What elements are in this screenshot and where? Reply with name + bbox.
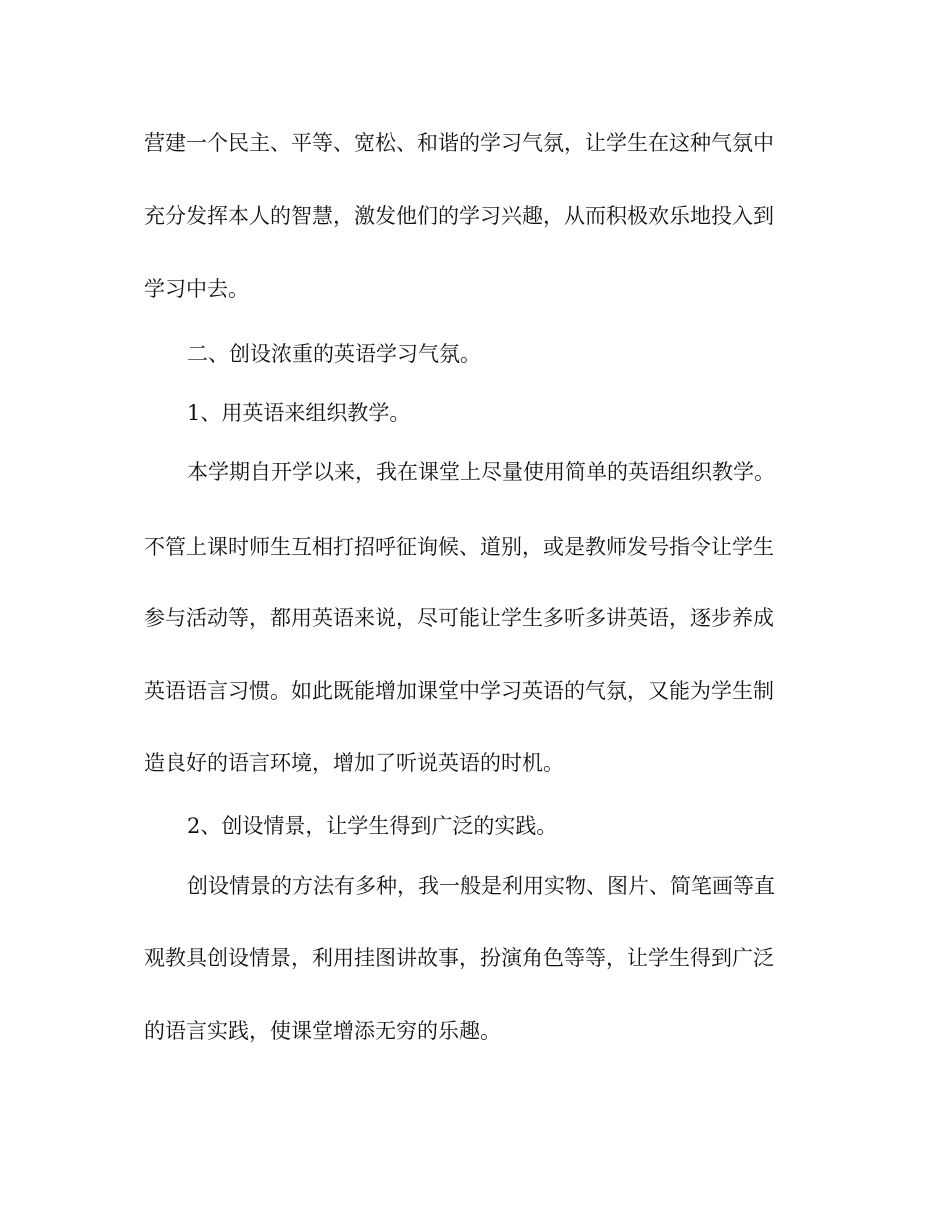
subsection-heading: 1、用英语来组织教学。 (187, 401, 411, 425)
paragraph-line: 本学期自开学以来，我在课堂上尽量使用简单的英语组织教学。 (187, 460, 775, 484)
subsection-heading: 2、创设情景，让学生得到广泛的实践。 (187, 814, 558, 838)
paragraph-line: 创设情景的方法有多种，我一般是利用实物、图片、简笔画等直 (187, 874, 775, 898)
paragraph-line: 参与活动等，都用英语来说，尽可能让学生多听多讲英语，逐步养成 (144, 606, 774, 630)
paragraph-line: 造良好的语言环境，增加了听说英语的时机。 (144, 751, 564, 775)
paragraph-line: 英语语言习惯。如此既能增加课堂中学习英语的气氛，又能为学生制 (144, 679, 774, 703)
paragraph-line: 营建一个民主、平等、宽松、和谐的学习气氛，让学生在这种气氛中 (144, 131, 774, 155)
paragraph-line: 充分发挥本人的智慧，激发他们的学习兴趣，从而积极欢乐地投入到 (144, 204, 774, 228)
paragraph-line: 观教具创设情景，利用挂图讲故事，扮演角色等等，让学生得到广泛 (144, 946, 774, 970)
section-heading: 二、创设浓重的英语学习气氛。 (187, 342, 481, 366)
paragraph-line: 学习中去。 (144, 277, 249, 301)
paragraph-line: 的语言实践，使课堂增添无穷的乐趣。 (144, 1019, 501, 1043)
paragraph-line: 不管上课时师生互相打招呼征询候、道别，或是教师发号指令让学生 (144, 535, 774, 559)
